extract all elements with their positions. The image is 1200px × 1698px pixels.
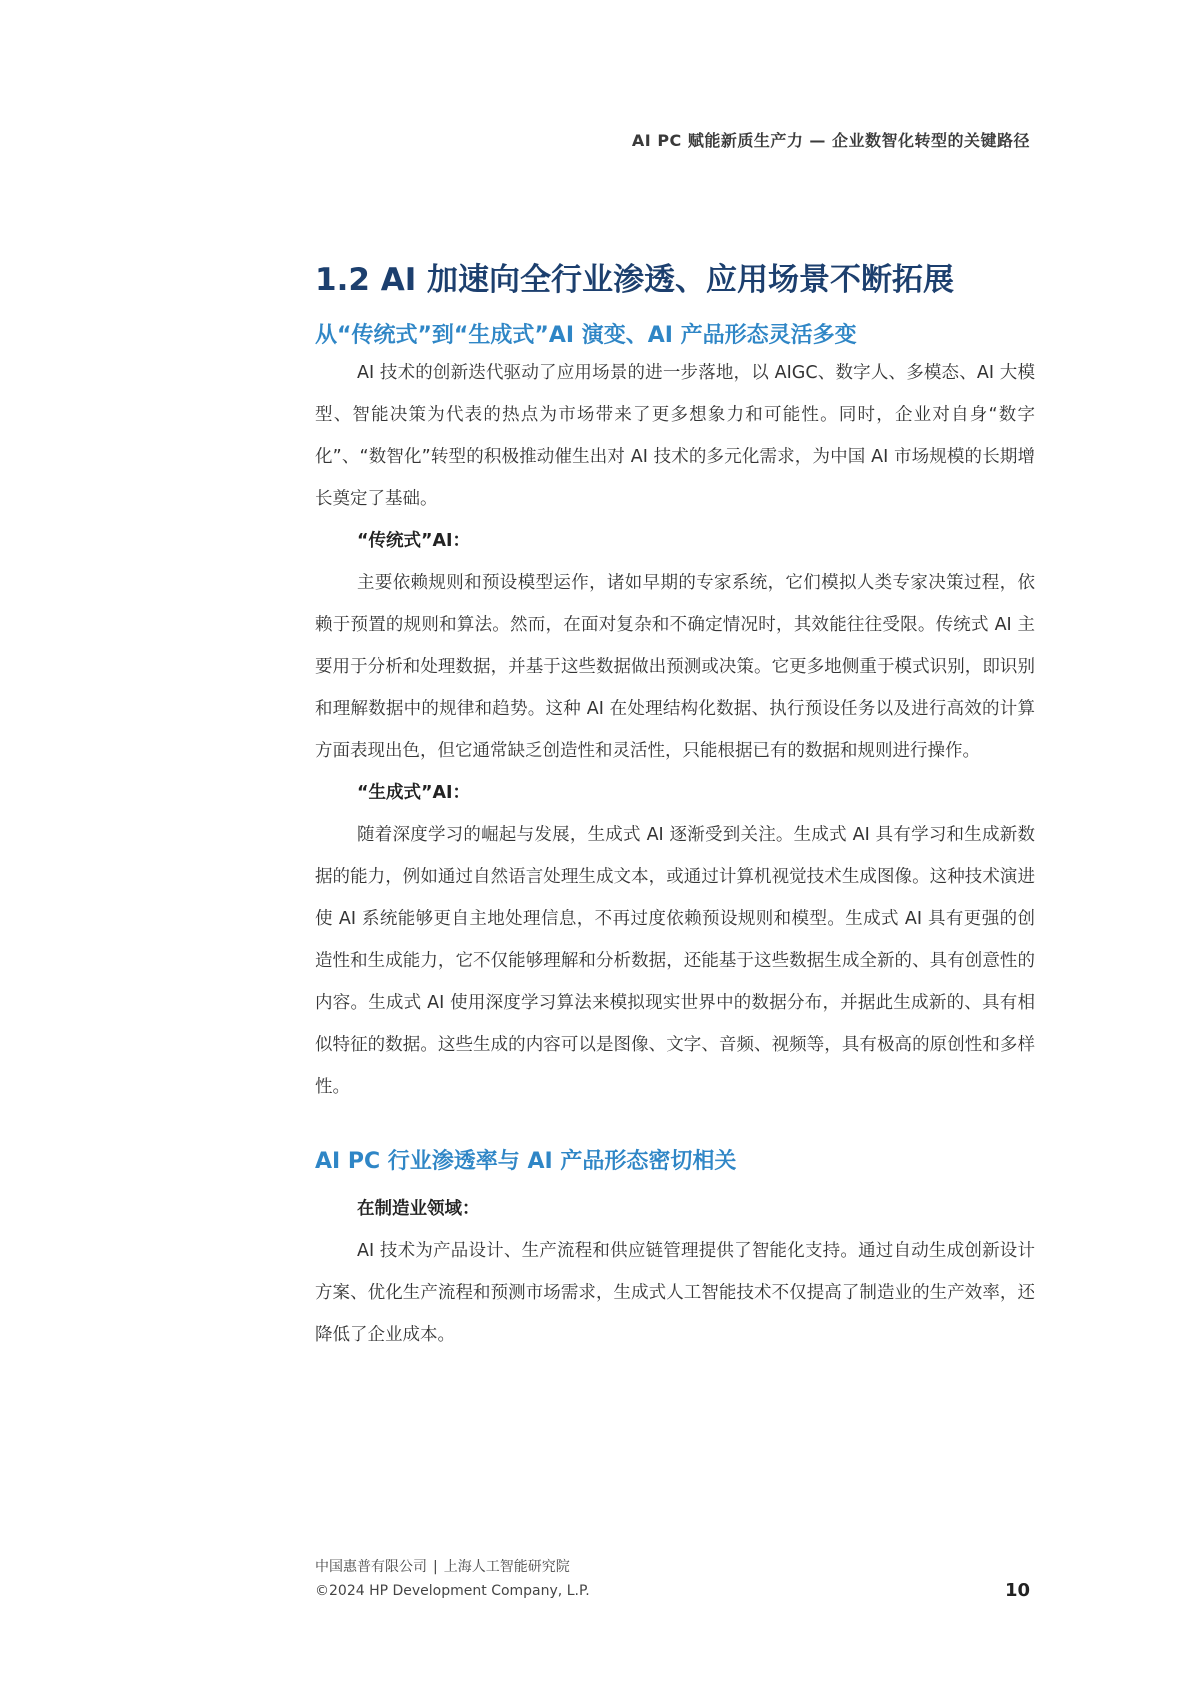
page-number: 10 bbox=[1004, 1580, 1030, 1601]
footer-copyright: ©2024 HP Development Company, L.P. bbox=[315, 1583, 590, 1599]
manufacturing-label: 在制造业领域： bbox=[357, 1199, 480, 1219]
running-header: AI PC 赋能新质生产力 — 企业数智化转型的关键路径 bbox=[631, 131, 1030, 150]
subsection-heading-ai-evolution: 从“传统式”到“生成式”AI 演变、AI 产品形态灵活多变 bbox=[315, 323, 857, 348]
intro-paragraph: AI 技术的创新迭代驱动了应用场景的进一步落地，以 AIGC、数字人、多模态、AI 大模型、智能决策为代表的热点为市场带来了更多想象力和可能性。同时，企业对自身“数字化”、“数智化”转型的积极推动催生出对 AI 技术的多元化需求，为中国 AI 市场规模的长期增长奠定了基础。 bbox=[315, 363, 1035, 509]
manufacturing-paragraph: AI 技术为产品设计、生产流程和供应链管理提供了智能化支持。通过自动生成创新设计方案、优化生产流程和预测市场需求，生成式人工智能技术不仅提高了制造业的生产效率，还降低了企业成本。 bbox=[315, 1241, 1035, 1345]
footer bbox=[315, 1555, 590, 1603]
traditional-ai-paragraph: 主要依赖规则和预设模型运作，诸如早期的专家系统，它们模拟人类专家决策过程，依赖于预置的规则和算法。然而，在面对复杂和不确定情况时，其效能往往受限。传统式 AI 主要用于分析和处理数据，并基于这些数据做出预测或决策。它更多地侧重于模式识别，即识别和理解数据中的规律和趋势。这种 AI 在处理结构化数据、执行预设任务以及进行高效的计算方面表现出色，但它通常缺乏创造性和灵活性，只能根据已有的数据和规则进行操作。 bbox=[315, 573, 1035, 761]
generative-ai-label: “生成式”AI： bbox=[357, 783, 471, 803]
main-content bbox=[315, 260, 1035, 1356]
footer-organizations bbox=[315, 1555, 590, 1579]
footer-org-institute: 上海人工智能研究院 bbox=[443, 1559, 570, 1575]
footer-separator: | bbox=[433, 1559, 438, 1575]
footer-org-hp: 中国惠普有限公司 bbox=[315, 1559, 427, 1575]
section-title: 1.2 AI 加速向全行业渗透、应用场景不断拓展 bbox=[315, 262, 955, 298]
generative-ai-paragraph: 随着深度学习的崛起与发展，生成式 AI 逐渐受到关注。生成式 AI 具有学习和生成新数据的能力，例如通过自然语言处理生成文本，或通过计算机视觉技术生成图像。这种技术演进使 AI 系统能够更自主地处理信息，不再过度依赖预设规则和模型。生成式 AI 具有更强的创造性和生成能力，它不仅能够理解和分析数据，还能基于这些数据生成全新的、具有创意性的内容。生成式 AI 使用深度学习算法来模拟现实世界中的数据分布，并据此生成新的、具有相似特征的数据。这些生成的内容可以是图像、文字、音频、视频等，具有极高的原创性和多样性。 bbox=[315, 825, 1035, 1097]
subsection-heading-penetration: AI PC 行业渗透率与 AI 产品形态密切相关 bbox=[315, 1149, 737, 1174]
traditional-ai-label: “传统式”AI： bbox=[357, 531, 471, 551]
